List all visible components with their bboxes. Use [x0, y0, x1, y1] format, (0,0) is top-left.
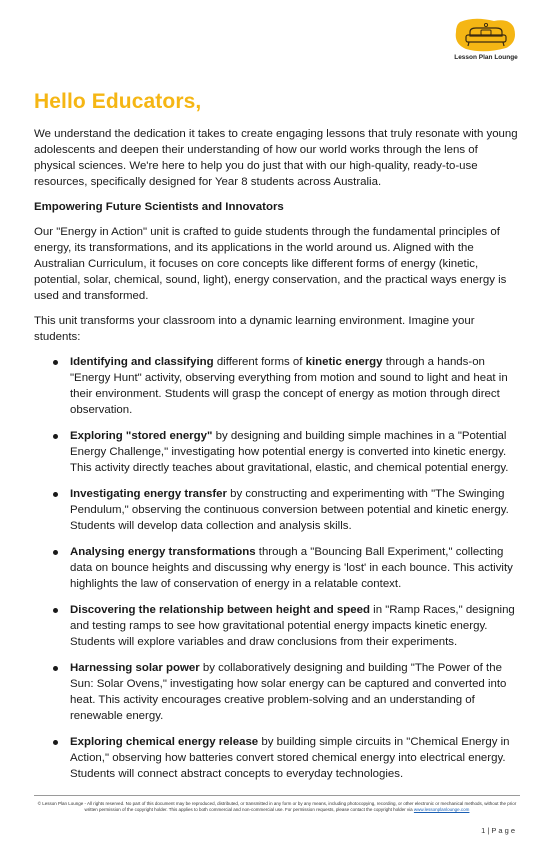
- bullet-icon: [53, 740, 58, 745]
- activity-text: in "Ramp Races," designing and testing ramps to see how gravitational potential energy impacts kinetic energy. Students will explore variables and draw conclusions from their experiments.: [70, 604, 515, 648]
- activity-emphasis: kinetic energy: [305, 356, 383, 368]
- activity-item: [34, 428, 520, 476]
- transform-intro-paragraph: This unit transforms your classroom into a dynamic learning environment. Imagine your students:: [34, 315, 475, 343]
- letter-body: [34, 126, 520, 792]
- activity-item: [34, 734, 520, 782]
- activity-text: by collaboratively designing and building "The Power of the Sun: Solar Ovens," investigating how solar energy can be captured and converted into heat. This activity encourages creative problem-solving and an understanding of renewable energy.: [70, 662, 507, 722]
- activity-lead: Exploring "stored energy": [70, 430, 213, 442]
- activity-lead: Exploring chemical energy release: [70, 736, 259, 748]
- section-subheading: Empowering Future Scientists and Innovators: [34, 201, 284, 213]
- website-link[interactable]: www.lessonplanlounge.com: [413, 807, 470, 813]
- bullet-icon: [53, 550, 58, 555]
- unit-description-paragraph: Our "Energy in Action" unit is crafted to guide students through the fundamental principles of energy, its transformations, and its applications in the world around us. Aligned with the Australian Curriculum, it focuses on core concepts like different forms of energy (kinetic, potential, solar, chemical, sound, light), energy conservation, and the practical ways energy is used and transformed.: [34, 226, 507, 302]
- bullet-icon: [53, 360, 58, 365]
- activity-item: [34, 602, 520, 650]
- activity-item: [34, 660, 520, 724]
- intro-paragraph: We understand the dedication it takes to create engaging lessons that truly resonate with young adolescents and deepen their understanding of how our world works through the lens of physical sciences. We're here to help you do just that with our high-quality, ready-to-use resources, specifically designed for Year 8 students across Australia.: [34, 128, 518, 188]
- lounge-sofa-logo-icon: [454, 18, 518, 52]
- activity-item: [34, 544, 520, 592]
- footer-divider: [34, 795, 520, 796]
- activity-lead: Investigating energy transfer: [70, 488, 227, 500]
- bullet-icon: [53, 666, 58, 671]
- brand-name: Lesson Plan Lounge: [454, 54, 518, 61]
- copyright-notice: [34, 801, 520, 813]
- greeting-heading: Hello Educators,: [34, 90, 202, 113]
- activity-text: through a hands-on "Energy Hunt" activity, observing everything from motion and sound to light and heat in their environment. Students will grasp the concept of energy as motion through direct observation.: [70, 356, 508, 416]
- activity-text: different forms of: [213, 356, 306, 368]
- activity-text: by building simple circuits in "Chemical Energy in Action," observing how batteries convert stored chemical energy into electrical energy. Students will connect abstract concepts to everyday technologies.: [70, 736, 510, 780]
- copyright-text: © Lesson Plan Lounge - All rights reserved. No part of this document may be reproduced, distributed, or transmitted in any form or by any means, including photocopying, recording, or other electronic or mechanical methods, without the prior written permission of the copyright holder. This applies to both commercial and non-commercial use. For permission requests, please contact the copyright holder via: [37, 801, 517, 813]
- activity-text: by constructing and experimenting with "The Swinging Pendulum," observing the continuous conversion between potential and kinetic energy. Students will develop data collection and analysis skills.: [70, 488, 509, 532]
- page-number: 1 | P a g e: [481, 826, 515, 835]
- activity-lead: Analysing energy transformations: [70, 546, 256, 558]
- activity-text: by designing and building simple machines in a "Potential Energy Challenge," investigating how potential energy is converted into kinetic energy. This activity directly teaches about gravitational, elastic, and chemical potential energy.: [70, 430, 509, 474]
- activity-list: [34, 354, 520, 782]
- bullet-icon: [53, 492, 58, 497]
- bullet-icon: [53, 608, 58, 613]
- activity-lead: Identifying and classifying: [70, 356, 214, 368]
- bullet-icon: [53, 434, 58, 439]
- activity-lead: Harnessing solar power: [70, 662, 200, 674]
- activity-lead: Discovering the relationship between height and speed: [70, 604, 370, 616]
- activity-item: [34, 486, 520, 534]
- activity-item: [34, 354, 520, 418]
- brand-logo: [448, 18, 524, 61]
- activity-text: through a "Bouncing Ball Experiment," collecting data on bounce heights and discussing why energy is 'lost' in each bounce. This activity highlights the law of conservation of energy in a relatable context.: [70, 546, 513, 590]
